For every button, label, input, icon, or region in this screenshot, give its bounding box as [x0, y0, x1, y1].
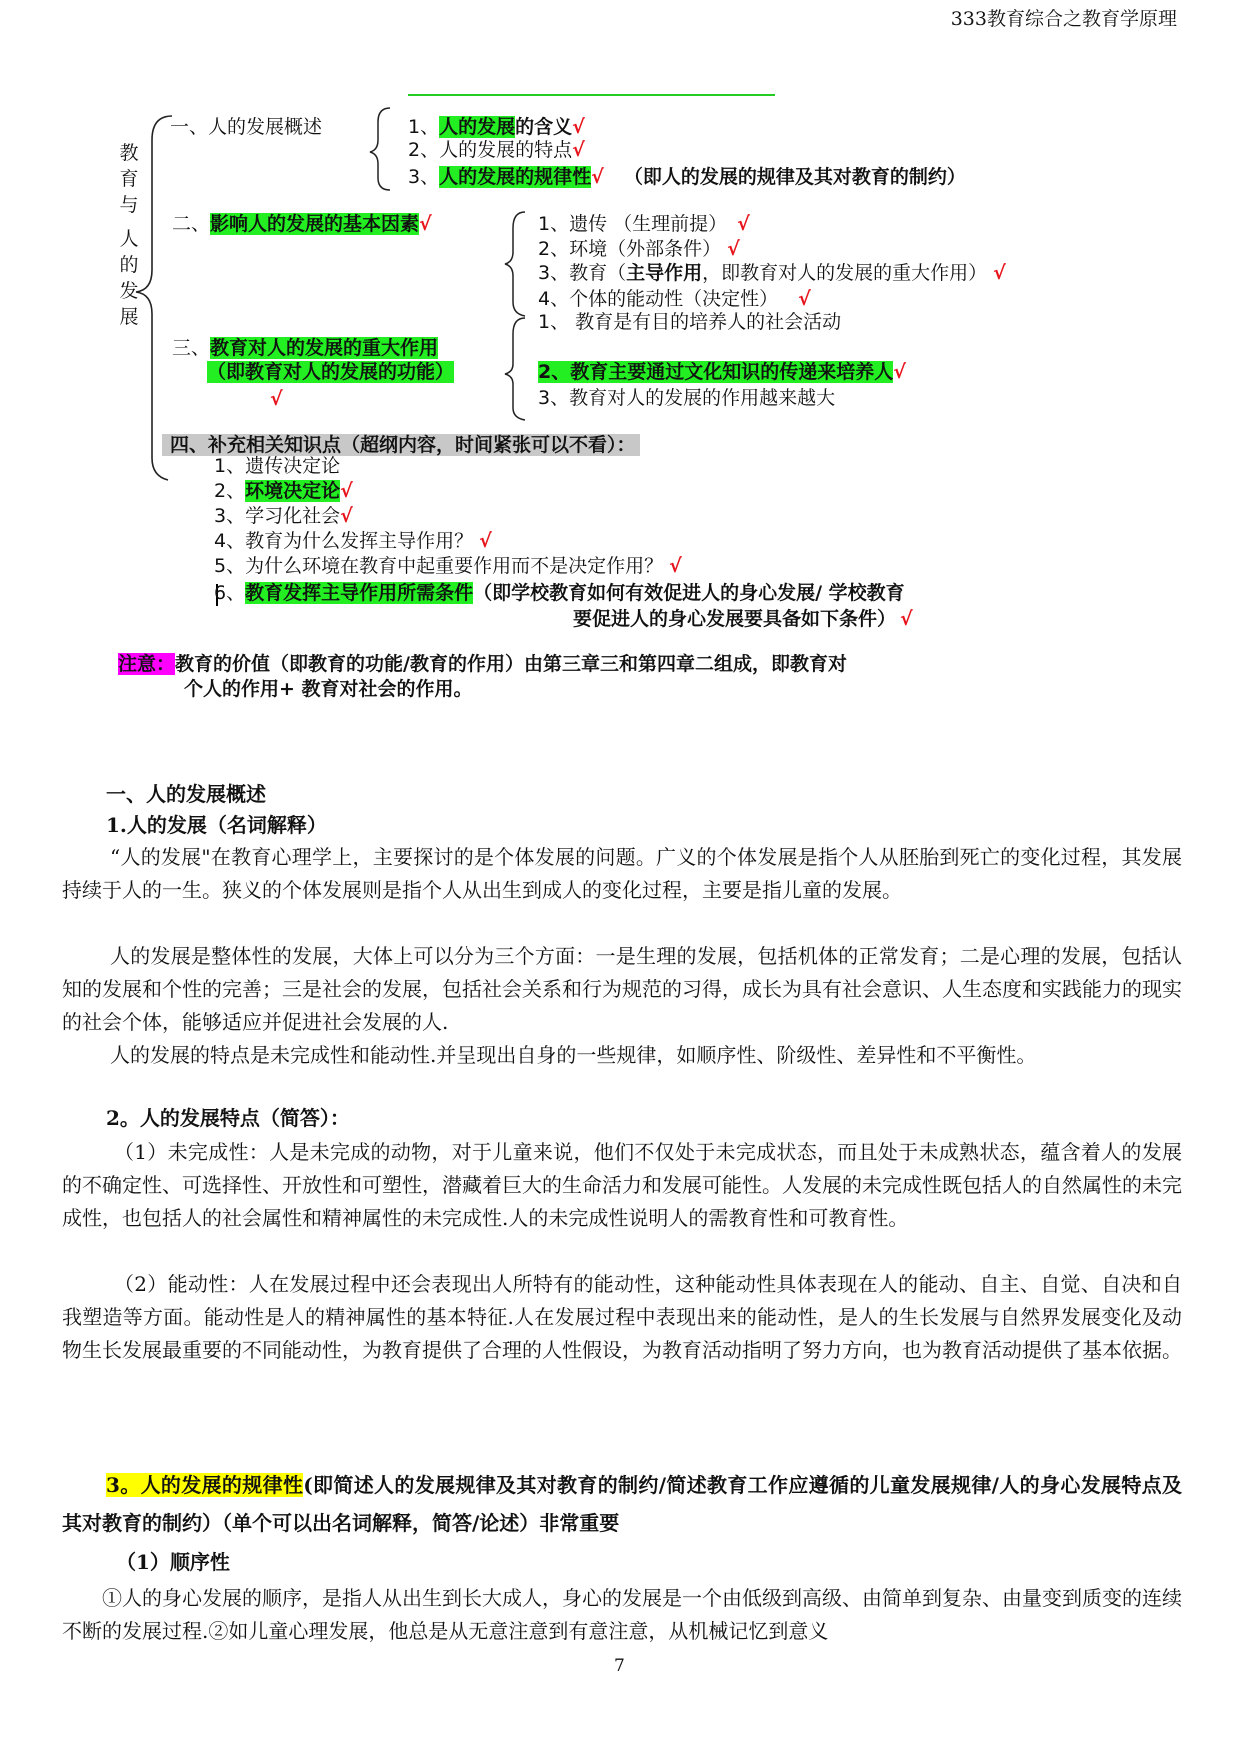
notice-line-2: 个人的作用+ 教育对社会的作用。 [184, 678, 473, 700]
root-label: 教 育 与 人 的 发 展 [119, 142, 139, 328]
s1-3-title-highlight: 3。人的发展的规律性 [106, 1473, 304, 1497]
branch4-item-4: 4、教育为什么发挥主导作用？ √ [214, 530, 492, 552]
branch3-title: 三、教育对人的发展的重大作用 [172, 337, 439, 359]
branch4-item-3: 3、学习化社会√ [214, 505, 353, 527]
s1-2-title: 2。人的发展特点（简答）： [106, 1106, 350, 1130]
s1-3-subtitle-1: （1）顺序性 [116, 1550, 230, 1574]
branch1-title: 一、人的发展概述 [170, 116, 323, 138]
page-number: 7 [614, 1656, 625, 1676]
branch2-item-2: 2、环境（外部条件） √ [538, 238, 740, 260]
branch1-brace [370, 108, 390, 190]
branch3-subtitle: （即教育对人的发展的功能） [207, 361, 455, 383]
branch3-brace [505, 318, 525, 420]
branch1-item-2: 2、人的发展的特点√ [408, 139, 585, 161]
root-brace [136, 116, 172, 480]
page-header-title: 333教育综合之教育学原理 [950, 8, 1177, 30]
branch4-item-6-cont: 要促进人的身心发展要具备如下条件） √ [573, 608, 913, 630]
s1-3-paragraph-1: ①人的身心发展的顺序，是指人从出生到长大成人，身心的发展是一个由低级到高级、由简单到复杂、由量变到质变的连续不断的发展过程.②如儿童心理发展，他总是从无意注意到有意注意，从机械记忆到意义 [62, 1586, 1182, 1643]
branch3-item-2: 2、教育主要通过文化知识的传递来培养人√ [538, 361, 906, 383]
branch2-item-4: 4、个体的能动性（决定性） √ [538, 288, 811, 310]
branch4-item-2: 2、环境决定论√ [214, 480, 353, 502]
s1-1-paragraph-1: “人的发展"在教育心理学上，主要探讨的是个体发展的问题。广义的个体发展是指个人从胚胎到死亡的变化过程，其发展持续于人的一生。狭义的个体发展则是指个人从出生到成人的变化过程，主要是指儿童的发展。 [62, 845, 1182, 902]
branch2-item-3: 3、教育（主导作用，即教育对人的发展的重大作用） √ [538, 262, 1006, 284]
branch3-check: √ [270, 388, 283, 410]
branch3-item-1: 1、 教育是有目的培养人的社会活动 [538, 311, 842, 333]
s1-2-paragraph-2: （2）能动性：人在发展过程中还会表现出人所特有的能动性，这种能动性具体表现在人的能动、自主、自觉、自决和自我塑造等方面。能动性是人的精神属性的基本特征.人在发展过程中表现出来的能动性，是人的生长发展与自然界发展变化及动物生长发展最重要的不同能动性，为教育提供了合理的人性假设，为教育活动指明了努力方向，也为教育活动提供了基本依据。 [62, 1272, 1182, 1362]
s1-1-paragraph-3: 人的发展的特点是未完成性和能动性.并呈现出自身的一些规律，如顺序性、阶级性、差异性和不平衡性。 [110, 1043, 1037, 1067]
branch4-title: 四、补充相关知识点（超纲内容，时间紧张可以不看）： [162, 436, 640, 455]
branch4-item-1: 1、遗传决定论 [214, 455, 341, 477]
s1-1-title: 1.人的发展（名词解释） [106, 813, 327, 837]
notice-line-1: 注意：教育的价值（即教育的功能/教育的作用）由第三章三和第四章二组成，即教育对 [118, 653, 847, 675]
s1-1-paragraph-2: 人的发展是整体性的发展，大体上可以分为三个方面：一是生理的发展，包括机体的正常发育；二是心理的发展，包括认知的发展和个性的完善；三是社会的发展，包括社会关系和行为规范的习得，成长为具有社会意识、人生态度和实践能力的现实的社会个体，能够适应并促进社会发展的人. [62, 944, 1182, 1034]
s1-3-title [62, 1466, 1182, 1542]
branch2-brace [505, 212, 525, 316]
branch4-item-6: 6、教育发挥主导作用所需条件（即学校教育如何有效促进人的身心发展/ 学校教育 [214, 582, 905, 604]
s1-2-paragraph-1: （1）未完成性：人是未完成的动物，对于儿童来说，他们不仅处于未完成状态，而且处于未成熟状态，蕴含着人的发展的不确定性、可选择性、开放性和可塑性，潜藏着巨大的生命活力和发展可能性。人发展的未完成性既包括人的自然属性的未完成性，也包括人的社会属性和精神属性的未完成性.人的未完成性说明人的需教育性和可教育性。 [62, 1140, 1182, 1230]
branch2-item-1: 1、遗传 （生理前提） √ [538, 213, 750, 235]
branch1-item-1: 1、人的发展的含义√ [408, 116, 585, 138]
s1-3-title-rest: (即简述人的发展规律及其对教育的制约/简述教育工作应遵循的儿童发展规律/人的身心发展特点及其对教育的制约）（单个可以出名词解释，简答/论述）非常重要 [62, 1473, 1182, 1535]
branch1-item-3: 3、人的发展的规律性√ （即人的发展的规律及其对教育的制约） [408, 166, 966, 188]
branch2-title: 二、影响人的发展的基本因素√ [172, 213, 432, 235]
branch4-item-5: 5、为什么环境在教育中起重要作用而不是决定作用？ √ [214, 555, 682, 577]
branch3-item-3: 3、教育对人的发展的作用越来越大 [538, 387, 836, 409]
section1-title: 一、人的发展概述 [106, 782, 266, 806]
